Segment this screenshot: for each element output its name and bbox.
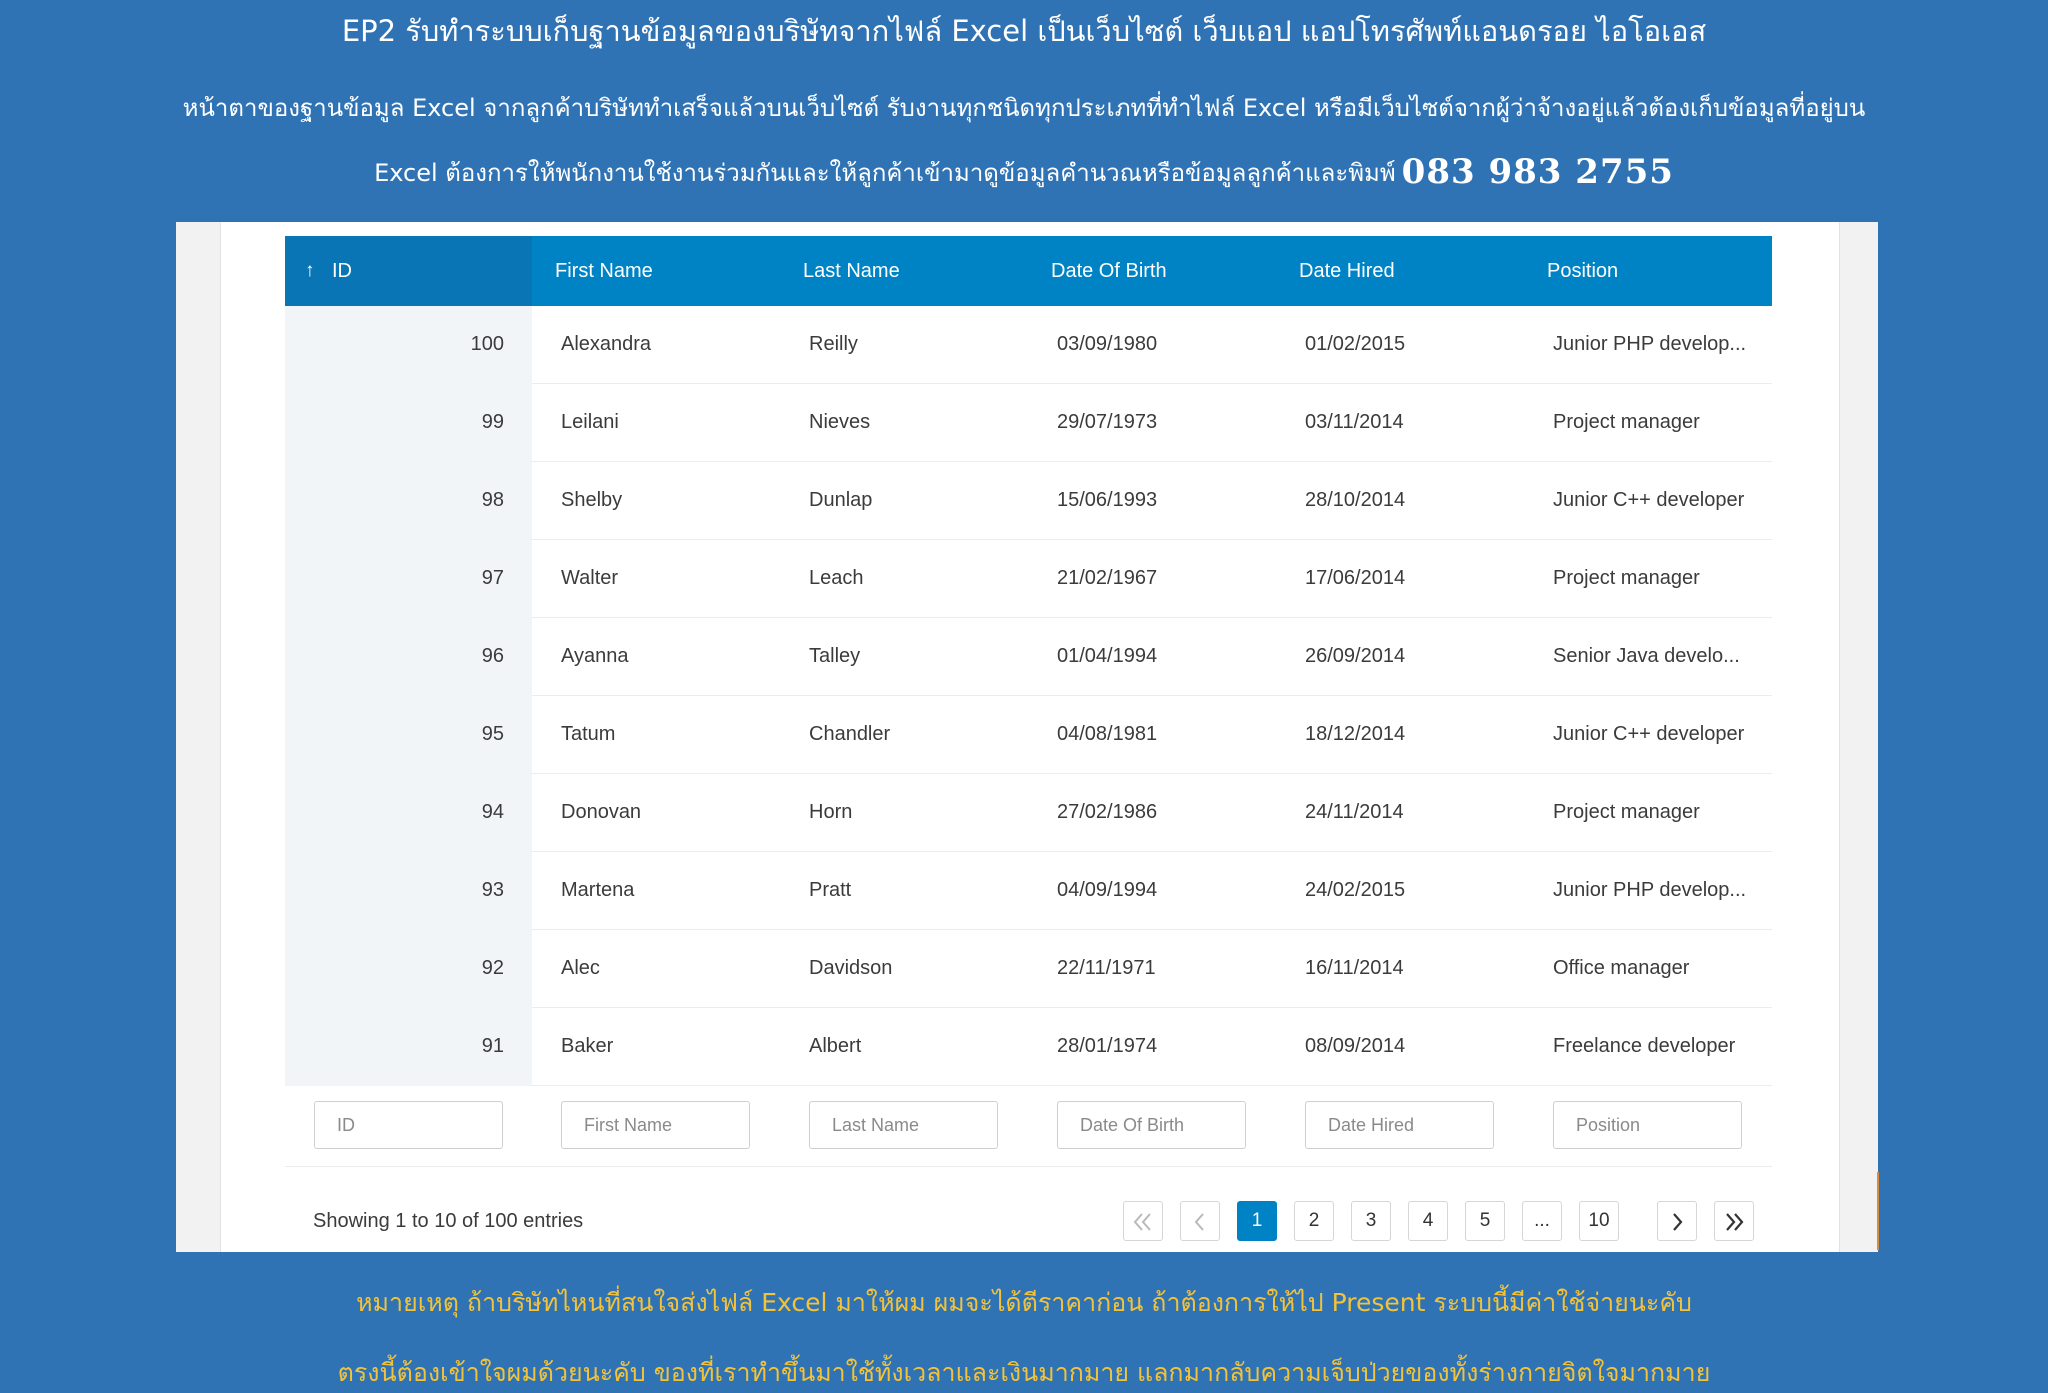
cell-id: 98 (481, 489, 504, 511)
page-button-4[interactable]: 4 (1408, 1201, 1448, 1241)
cell-id: 93 (481, 879, 504, 901)
entries-summary: Showing 1 to 10 of 100 entries (313, 1210, 584, 1232)
cell-id: 99 (481, 411, 504, 433)
filter-last-name-input[interactable] (809, 1101, 998, 1149)
cell-date-of-birth: 04/08/1981 (1057, 723, 1158, 745)
table-row[interactable] (285, 384, 1772, 462)
cell-first-name: Leilani (561, 411, 619, 433)
banner-title: EP2 รับทำระบบเก็บฐานข้อมูลของบริษัทจากไฟล์ Excel เป็นเว็บไซต์ เว็บแอป แอปโทรศัพท์แอนดรอย ไอโอเอส (341, 14, 1707, 48)
cell-last-name: Pratt (809, 879, 852, 901)
cell-id: 100 (470, 333, 504, 355)
note-line-2: ตรงนี้ต้องเข้าใจผมด้วยนะคับ ของที่เราทำขึ้นมาใช้ทั้งเวลาและเงินมากมาย แลกมากลับความเจ็บป่วยของทั้งร่างกายจิตใจมากมาย (337, 1358, 1711, 1387)
cell-date-hired: 28/10/2014 (1305, 489, 1406, 511)
cell-date-hired: 24/02/2015 (1305, 879, 1406, 901)
cell-first-name: Baker (561, 1035, 614, 1057)
cell-position: Junior PHP develop... (1553, 333, 1747, 355)
next-page-button[interactable] (1657, 1201, 1697, 1241)
column-header-first-name[interactable]: First Name (555, 260, 653, 282)
cell-position: Project manager (1553, 801, 1700, 823)
grid-body (285, 306, 1772, 1086)
data-grid (285, 236, 1772, 1275)
cell-id: 92 (481, 957, 504, 979)
cell-first-name: Donovan (561, 801, 642, 823)
cell-date-hired: 24/11/2014 (1305, 801, 1404, 823)
column-header-date-hired[interactable]: Date Hired (1299, 260, 1395, 282)
table-row[interactable] (285, 696, 1772, 774)
frame-edge-mark (1877, 1172, 1879, 1250)
cell-last-name: Leach (809, 567, 864, 589)
cell-date-hired: 01/02/2015 (1305, 333, 1406, 355)
page-button-1[interactable]: 1 (1237, 1201, 1277, 1241)
cell-position: Office manager (1553, 957, 1690, 979)
double-chevron-right-icon (1715, 1213, 1753, 1231)
cell-last-name: Talley (809, 645, 861, 667)
cell-date-of-birth: 21/02/1967 (1057, 567, 1158, 589)
cell-date-of-birth: 22/11/1971 (1057, 957, 1156, 979)
page-ellipsis[interactable]: ... (1522, 1201, 1562, 1241)
cell-id: 95 (481, 723, 504, 745)
cell-date-of-birth: 28/01/1974 (1057, 1035, 1158, 1057)
cell-date-of-birth: 04/09/1994 (1057, 879, 1158, 901)
cell-date-of-birth: 27/02/1986 (1057, 801, 1158, 823)
page-button-2[interactable]: 2 (1294, 1201, 1334, 1241)
page-button-3[interactable]: 3 (1351, 1201, 1391, 1241)
cell-first-name: Alec (561, 957, 600, 979)
chevron-left-icon (1181, 1213, 1219, 1231)
cell-position: Senior Java develo... (1553, 645, 1740, 667)
cell-last-name: Albert (809, 1035, 862, 1057)
cell-position: Junior C++ developer (1553, 723, 1745, 745)
filter-row (285, 1086, 1772, 1167)
table-row[interactable] (285, 1008, 1772, 1086)
cell-date-of-birth: 01/04/1994 (1057, 645, 1158, 667)
column-header-label: ID (332, 260, 352, 282)
filter-date-of-birth-input[interactable] (1057, 1101, 1246, 1149)
page-button-5[interactable]: 5 (1465, 1201, 1505, 1241)
cell-id: 94 (481, 801, 504, 823)
table-row[interactable] (285, 930, 1772, 1008)
cell-id: 97 (481, 567, 504, 589)
cell-last-name: Nieves (809, 411, 871, 433)
cell-position: Freelance developer (1553, 1035, 1736, 1057)
cell-date-of-birth: 29/07/1973 (1057, 411, 1158, 433)
column-header-date-of-birth[interactable]: Date Of Birth (1051, 260, 1167, 282)
cell-last-name: Reilly (809, 333, 858, 355)
previous-page-button[interactable] (1180, 1201, 1220, 1241)
cell-first-name: Alexandra (561, 333, 652, 355)
cell-date-of-birth: 03/09/1980 (1057, 333, 1158, 355)
cell-first-name: Shelby (561, 489, 623, 511)
cell-first-name: Walter (561, 567, 619, 589)
last-page-button[interactable] (1714, 1201, 1754, 1241)
cell-date-of-birth: 15/06/1993 (1057, 489, 1158, 511)
cell-date-hired: 17/06/2014 (1305, 567, 1406, 589)
filter-id-input[interactable] (314, 1101, 503, 1149)
banner-subtitle-line2 (0, 152, 2048, 192)
cell-last-name: Chandler (809, 723, 891, 745)
cell-first-name: Martena (561, 879, 635, 901)
cell-last-name: Davidson (809, 957, 893, 979)
cell-date-hired: 26/09/2014 (1305, 645, 1406, 667)
banner-subtitle-text: Excel ต้องการให้พนักงานใช้งานร่วมกันและให้ลูกค้าเข้ามาดูข้อมูลคำนวณหรือข้อมูลลูกค้าและพิมพ์ (374, 159, 1396, 187)
cell-first-name: Ayanna (561, 645, 629, 667)
double-chevron-left-icon (1124, 1213, 1162, 1231)
column-header-id[interactable] (285, 236, 532, 306)
cell-first-name: Tatum (561, 723, 616, 745)
cell-date-hired: 18/12/2014 (1305, 723, 1406, 745)
page-button-10[interactable]: 10 (1579, 1201, 1619, 1241)
cell-id: 96 (481, 645, 504, 667)
cell-last-name: Horn (809, 801, 853, 823)
banner-subtitle-line1: หน้าตาของฐานข้อมูล Excel จากลูกค้าบริษัททำเสร็จแล้วบนเว็บไซต์ รับงานทุกชนิดทุกประเภทที่ทำไฟล์ Excel หรือมีเว็บไซต์จากผู้ว่าจ้างอยู่แล้วต้องเก็บข้อมูลที่อยู่บน (182, 94, 1866, 122)
sort-ascending-icon: ↑ (305, 260, 315, 281)
cell-position: Junior C++ developer (1553, 489, 1745, 511)
cell-date-hired: 08/09/2014 (1305, 1035, 1406, 1057)
cell-date-hired: 03/11/2014 (1305, 411, 1404, 433)
cell-position: Junior PHP develop... (1553, 879, 1747, 901)
filter-date-hired-input[interactable] (1305, 1101, 1494, 1149)
table-row[interactable] (285, 774, 1772, 852)
filter-first-name-input[interactable] (561, 1101, 750, 1149)
phone-number: 083 983 2755 (1401, 152, 1674, 192)
grid-header-row (285, 236, 1772, 306)
note-line-1: หมายเหตุ ถ้าบริษัทไหนที่สนใจส่งไฟล์ Excel มาให้ผม ผมจะได้ตีราคาก่อน ถ้าต้องการให้ไป Present ระบบนี้มีค่าใช้จ่ายนะคับ (356, 1288, 1692, 1317)
chevron-right-icon (1658, 1213, 1696, 1231)
table-row[interactable] (285, 306, 1772, 384)
grid-footer (285, 1167, 1772, 1275)
column-header-last-name[interactable]: Last Name (803, 260, 900, 282)
cell-last-name: Dunlap (809, 489, 873, 511)
filter-position-input[interactable] (1553, 1101, 1742, 1149)
cell-date-hired: 16/11/2014 (1305, 957, 1404, 979)
table-row[interactable] (285, 540, 1772, 618)
table-row[interactable] (285, 462, 1772, 540)
table-row[interactable] (285, 618, 1772, 696)
cell-id: 91 (481, 1035, 504, 1057)
column-header-position[interactable]: Position (1547, 260, 1619, 282)
table-row[interactable] (285, 852, 1772, 930)
cell-position: Project manager (1553, 411, 1700, 433)
first-page-button[interactable] (1123, 1201, 1163, 1241)
cell-position: Project manager (1553, 567, 1700, 589)
